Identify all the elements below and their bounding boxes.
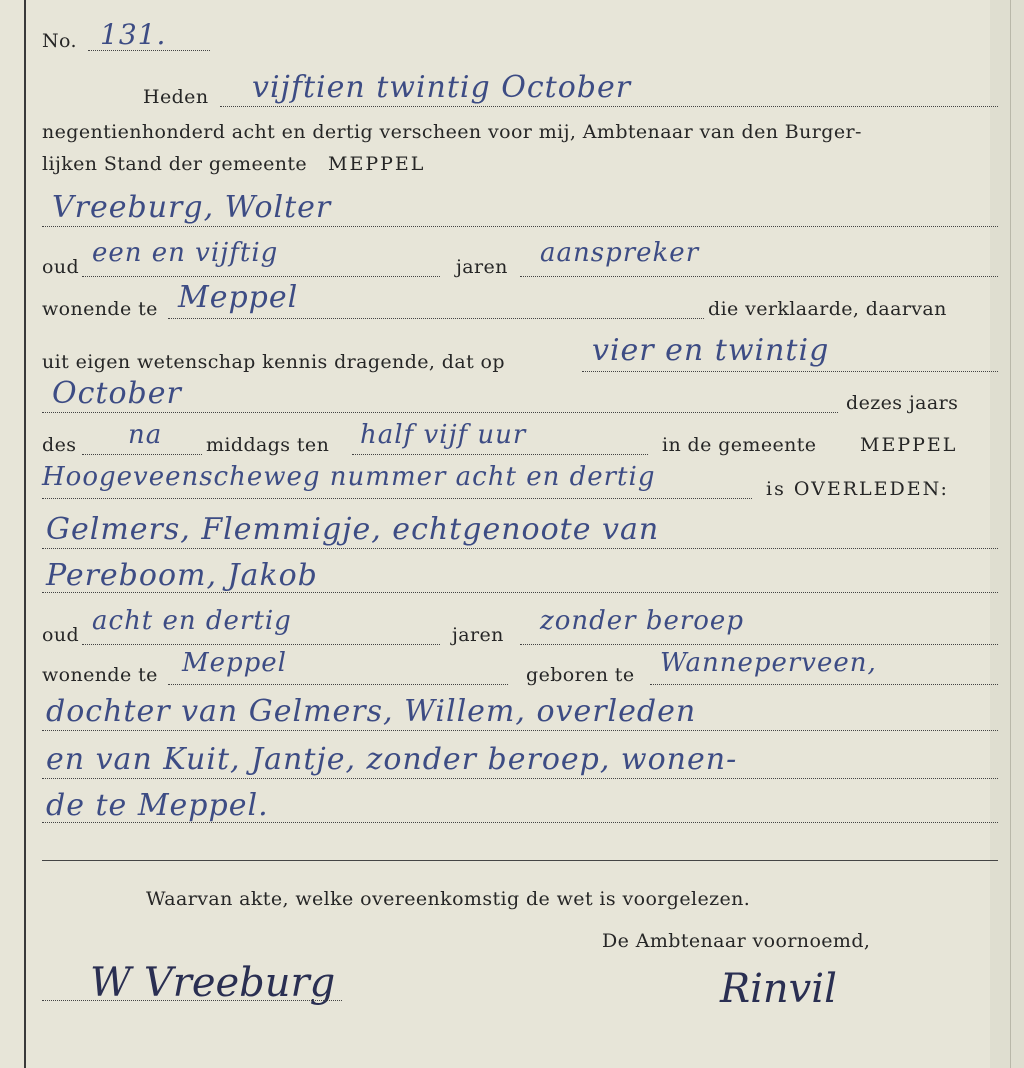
wonende-label-2: wonende te bbox=[42, 664, 158, 686]
left-margin-rule bbox=[24, 0, 26, 1068]
year-text: negentienhonderd acht en dertig verscheen voor mij, Ambtenaar van den Burger- bbox=[42, 121, 862, 143]
official-signature: Rinvil bbox=[720, 966, 837, 1012]
address-line bbox=[42, 498, 752, 499]
declarant-age-line bbox=[82, 276, 440, 277]
heden-label: Heden bbox=[143, 86, 209, 108]
declarant-occupation: aanspreker bbox=[540, 238, 700, 268]
right-page-bleed bbox=[990, 0, 1024, 1068]
record-number: 131. bbox=[100, 18, 167, 51]
declarant-signature-line bbox=[42, 1000, 342, 1001]
declarant-name: Vreeburg, Wolter bbox=[52, 190, 332, 225]
stand-text: lijken Stand der gemeente bbox=[42, 153, 308, 175]
ambtenaar-text: De Ambtenaar voornoemd, bbox=[602, 930, 871, 952]
deceased-age-line bbox=[82, 644, 440, 645]
death-day-line bbox=[582, 371, 998, 372]
geboren-label: geboren te bbox=[526, 664, 635, 686]
gemeente-name-2: MEPPEL bbox=[860, 434, 958, 456]
right-margin-rule bbox=[1010, 0, 1011, 1068]
closing-rule bbox=[42, 860, 998, 861]
wonende-label: wonende te bbox=[42, 298, 158, 320]
no-label: No. bbox=[42, 30, 77, 52]
time-of-death: half vijf uur bbox=[360, 420, 527, 450]
oud-label: oud bbox=[42, 256, 80, 278]
dezes-jaars-text: dezes jaars bbox=[846, 392, 959, 414]
oud-label-2: oud bbox=[42, 624, 80, 646]
death-address: Hoogeveenscheweg nummer acht en dertig bbox=[42, 462, 656, 492]
deceased-age: acht en dertig bbox=[92, 606, 292, 636]
jaren-label-2: jaren bbox=[452, 624, 504, 646]
time-line bbox=[352, 454, 648, 455]
waarvan-text: Waarvan akte, welke overeenkomstig de wet is voorgelezen. bbox=[146, 888, 751, 910]
deceased-line-2-rule bbox=[42, 592, 998, 593]
birthplace: Wanneperveen, bbox=[660, 648, 877, 678]
des-label: des bbox=[42, 434, 77, 456]
declarant-occupation-line bbox=[520, 276, 998, 277]
date-of-declaration: vijftien twintig October bbox=[252, 70, 632, 105]
parents-line-3: de te Meppel. bbox=[46, 788, 269, 823]
deceased-residence-line bbox=[168, 684, 508, 685]
parents-line-1-rule bbox=[42, 730, 998, 731]
middags-label: middags ten bbox=[206, 434, 330, 456]
parents-line-2-rule bbox=[42, 778, 998, 779]
record-number-line bbox=[88, 50, 210, 51]
death-day: vier en twintig bbox=[592, 333, 830, 368]
parents-line-3-rule bbox=[42, 822, 998, 823]
death-month: October bbox=[52, 376, 182, 411]
deceased-line-1-rule bbox=[42, 548, 998, 549]
heden-line bbox=[220, 106, 998, 107]
deceased-occupation-line bbox=[520, 644, 998, 645]
daypart: na bbox=[128, 420, 163, 450]
gemeente-name: MEPPEL bbox=[328, 153, 426, 175]
verklaarde-text: die verklaarde, daarvan bbox=[708, 298, 947, 320]
death-month-line bbox=[42, 412, 838, 413]
deceased-line-1: Gelmers, Flemmigje, echtgenoote van bbox=[46, 512, 660, 547]
declarant-age: een en vijftig bbox=[92, 238, 279, 268]
declarant-residence: Meppel bbox=[178, 280, 299, 315]
in-de-gemeente-label: in de gemeente bbox=[662, 434, 817, 456]
declarant-residence-line bbox=[168, 318, 704, 319]
daypart-line bbox=[82, 454, 202, 455]
parents-line-2: en van Kuit, Jantje, zonder beroep, wonen- bbox=[46, 742, 738, 777]
declarant-signature: W Vreeburg bbox=[90, 960, 336, 1006]
deceased-occupation: zonder beroep bbox=[540, 606, 744, 636]
jaren-label: jaren bbox=[456, 256, 508, 278]
birthplace-line bbox=[650, 684, 998, 685]
deceased-residence: Meppel bbox=[182, 648, 287, 678]
overleden-label: is OVERLEDEN: bbox=[766, 478, 949, 500]
declarant-name-line bbox=[42, 226, 998, 227]
deceased-line-2: Pereboom, Jakob bbox=[46, 558, 318, 593]
parents-line-1: dochter van Gelmers, Willem, overleden bbox=[46, 694, 697, 729]
kennis-text: uit eigen wetenschap kennis dragende, dat op bbox=[42, 351, 505, 373]
